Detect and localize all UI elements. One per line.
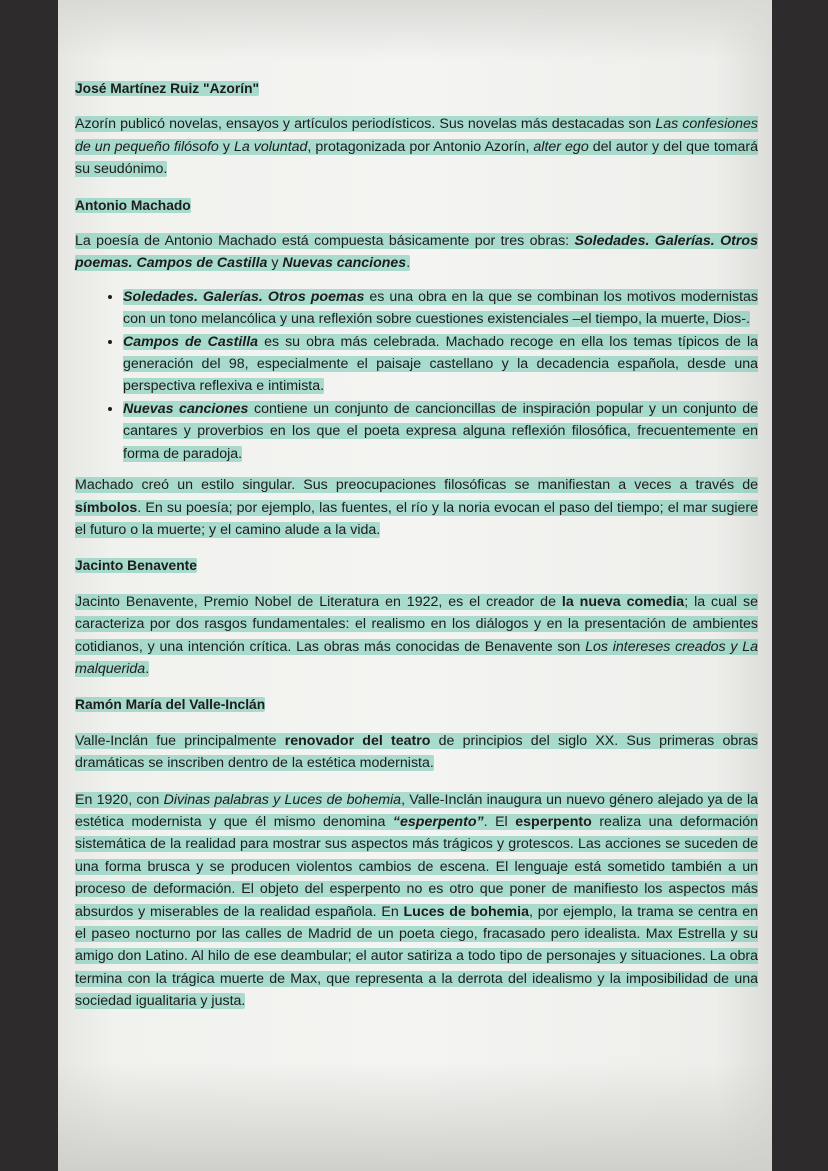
document-content <box>75 78 758 1027</box>
list-item-soledades: • Soledades. Galerías. Otros poemas es una obra en la que se combinan los motivos modernistas con un tono melancólica y una reflexión sobre cuestiones existenciales –el tiempo, la muerte, Dios-. <box>123 286 758 331</box>
document-page <box>58 0 772 1171</box>
list-item-nuevas-canciones: • Nuevas canciones contiene un conjunto de cancioncillas de inspiración popular y un conjunto de cantares y proverbios en los que el poeta expresa alguna reflexión filosófica, frecuentemente en forma de paradoja. <box>123 398 758 465</box>
list-item-campos-de-castilla: • Campos de Castilla es su obra más celebrada. Machado recoge en ella los temas típicos de la generación del 98, especialmente el paisaje castellano y la decadencia española, desde una perspectiva reflexiva e intimista. <box>123 331 758 398</box>
page-shadow-bottom <box>58 1061 772 1171</box>
page-shadow-top <box>58 0 772 60</box>
machado-style-paragraph: Machado creó un estilo singular. Sus preocupaciones filosóficas se manifiestan a veces a través de símbolos. En su poesía; por ejemplo, las fuentes, el río y la noria evocan el paso del tiempo; el mar sugiere el futuro o la muerte; y el camino alude a la vida. <box>75 477 758 538</box>
benavente-paragraph: Jacinto Benavente, Premio Nobel de Literatura en 1922, es el creador de la nueva comedia; la cual se caracteriza por dos rasgos fundamentales: el realismo en los diálogos y en la presentación de ambientes cotidianos, y una intención crítica. Las obras más conocidas de Benavente son Los intereses creados y La malquerida. <box>75 593 759 677</box>
section-heading-machado: Antonio Machado <box>75 197 191 213</box>
machado-works-list <box>75 286 758 465</box>
section-heading-azorin: José Martínez Ruiz "Azorín" <box>75 81 260 96</box>
azorin-paragraph: Azorín publicó novelas, ensayos y artículos periodísticos. Sus novelas más destacadas son Las confesiones de un pequeño filósofo y La voluntad, protagonizada por Antonio Azorín, alter ego del autor y del que tomará su seudónimo. <box>75 116 758 178</box>
valle-paragraph-2: En 1920, con Divinas palabras y Luces de bohemia, Valle-Inclán inaugura un nuevo género alejado ya de la estética modernista y que él mismo denomina “esperpento”. El esperpento realiza una deformación sistemática de la realidad para mostrar sus aspectos más trágicos y grotescos. Las acciones se suceden de una forma brusca y se producen violentos cambios de escena. El lenguaje está sometido también a un proceso de deformación. El objeto del esperpento no es otro que poner de manifiesto los aspectos más absurdos y miserables de la realidad española. En Luces de bohemia, por ejemplo, la trama se centra en el paseo nocturno por las calles de Madrid de un poeta ciego, fracasado pero idealista. Max Estrella y su amigo don Latino. Al hilo de ese deambular; el autor satiriza a todo tipo de personajes y situaciones. La obra termina con la trágica muerte de Max, que representa a la derrota del idealismo y la imposibilidad de una sociedad igualitaria y justa. <box>75 791 759 1010</box>
machado-intro-paragraph: La poesía de Antonio Machado está compuesta básicamente por tres obras: Soledades. Galerías. Otros poemas. Campos de Castilla y Nuevas canciones. <box>75 233 758 272</box>
section-heading-benavente: Jacinto Benavente <box>75 558 197 574</box>
section-heading-valle-inclan: Ramón María del Valle-Inclán <box>75 697 266 713</box>
valle-paragraph-1: Valle-Inclán fue principalmente renovador del teatro de principios del siglo XX. Sus primeras obras dramáticas se inscriben dentro de la estética modernista. <box>75 732 758 772</box>
